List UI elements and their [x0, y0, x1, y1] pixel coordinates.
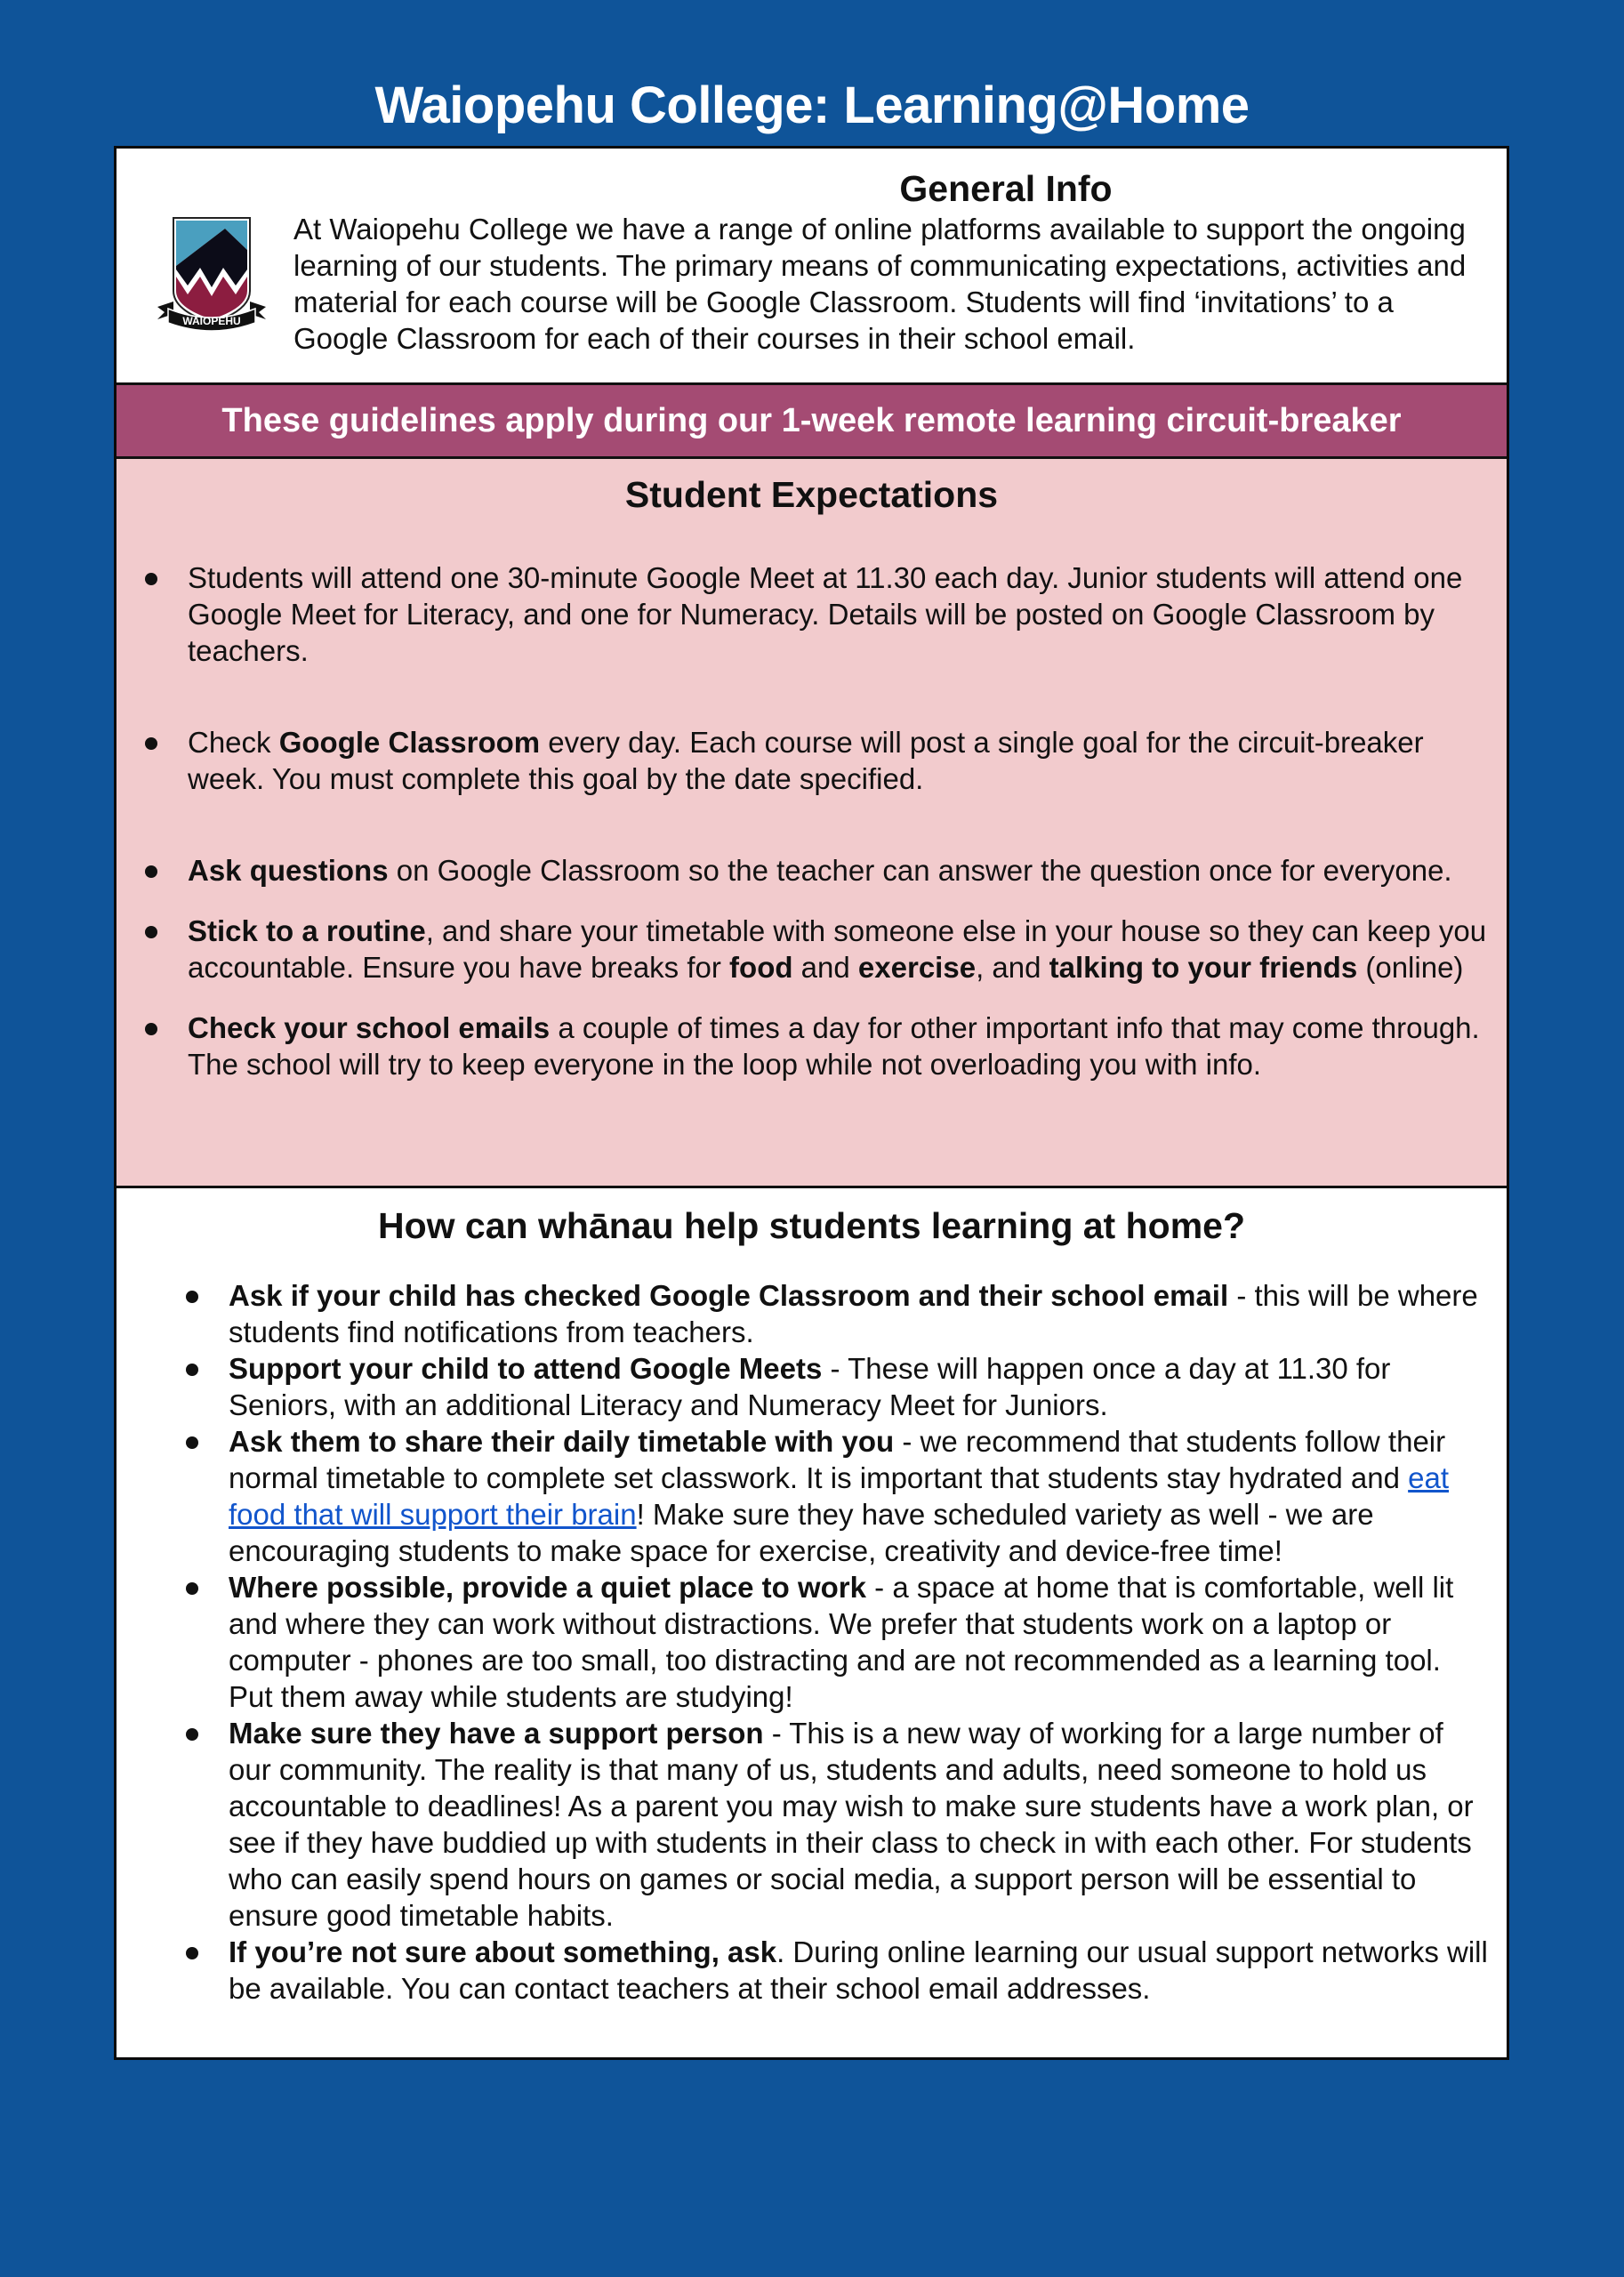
bullet-icon — [145, 1023, 157, 1035]
bullet-icon — [186, 1436, 198, 1449]
student-expectations-list — [188, 559, 1495, 1082]
bullet-icon — [145, 737, 157, 750]
bullet-icon — [186, 1582, 198, 1595]
general-info-heading: General Info — [899, 168, 1113, 209]
student-expectations-section — [117, 459, 1507, 1188]
whanau-help-section — [117, 1188, 1507, 2057]
bullet-icon — [145, 573, 157, 585]
brain-food-link[interactable]: eat food that will support their brain — [229, 1461, 1449, 1531]
bullet-icon — [186, 1947, 198, 1959]
general-info-body: At Waiopehu College we have a range of online platforms available to support the ongoing learning of our students. The primary means of communicating expectations, activities and material for each course will be Google Classroom. Students will find ‘invitations’ to a Google Classroom for each of their courses in their school email. — [293, 213, 1467, 355]
list-item: Check your school emails a couple of times a day for other important info that may come through. The school will try to keep everyone in the loop while not overloading you with info. — [188, 1010, 1495, 1082]
list-item: Make sure they have a support person - This is a new way of working for a large number of our community. The reality is that many of us, students and adults, need someone to hold us accountable to deadlines! As a parent you may wish to make sure students have a work plan, or see if they have buddied up with students in their class to check in with each other. For students who can easily spend hours on games or social media, a support person will be essential to ensure good timetable habits. — [229, 1715, 1491, 1934]
list-item: Check Google Classroom every day. Each course will post a single goal for the circuit-breaker week. You must complete this goal by the date specified. — [188, 724, 1495, 797]
whanau-heading: How can whānau help students learning at home? — [377, 1205, 1245, 1246]
svg-text:WAIOPEHU: WAIOPEHU — [182, 315, 241, 327]
list-item: Students will attend one 30-minute Google Meet at 11.30 each day. Junior students will attend one Google Meet for Literacy, and one for Numeracy. Details will be posted on Google Classroom by teachers. — [188, 559, 1495, 669]
list-item: If you’re not sure about something, ask. During online learning our usual support networks will be available. You can contact teachers at their school email addresses. — [229, 1934, 1491, 2007]
list-item: Stick to a routine, and share your timetable with someone else in your house so they can keep you accountable. Ensure you have breaks for food and exercise, and talking to your friends (online) — [188, 913, 1495, 986]
bullet-icon — [186, 1291, 198, 1303]
list-item: Ask them to share their daily timetable with you - we recommend that students follow their normal timetable to complete set classwork. It is important that students stay hydrated and eat food that will support their brain! Make sure they have scheduled variety as well - we are encouraging students to make space for exercise, creativity and device-free time! — [229, 1423, 1491, 1569]
general-info-section — [117, 149, 1507, 382]
whanau-help-list — [229, 1277, 1491, 2007]
bullet-icon — [145, 926, 157, 938]
list-item: Support your child to attend Google Meets - These will happen once a day at 11.30 for Seniors, with an additional Literacy and Numeracy Meet for Juniors. — [229, 1350, 1491, 1423]
bullet-icon — [186, 1728, 198, 1741]
school-crest-logo-icon — [154, 214, 269, 335]
list-item: Ask questions on Google Classroom so the teacher can answer the question once for everyone. — [188, 852, 1495, 889]
list-item: Where possible, provide a quiet place to work - a space at home that is comfortable, well lit and where they can work without distractions. We prefer that students work on a laptop or computer - phones are too small, too distracting and are not recommended as a learning tool. Put them away while students are studying! — [229, 1569, 1491, 1715]
list-item: Ask if your child has checked Google Classroom and their school email - this will be where students find notifications from teachers. — [229, 1277, 1491, 1350]
bullet-icon — [186, 1364, 198, 1376]
bullet-icon — [145, 865, 157, 878]
page-title: Waiopehu College: Learning@Home — [374, 76, 1250, 134]
circuit-breaker-banner: These guidelines apply during our 1-week remote learning circuit-breaker — [117, 382, 1507, 459]
student-expectations-heading: Student Expectations — [624, 474, 999, 515]
content-frame — [114, 146, 1509, 2060]
